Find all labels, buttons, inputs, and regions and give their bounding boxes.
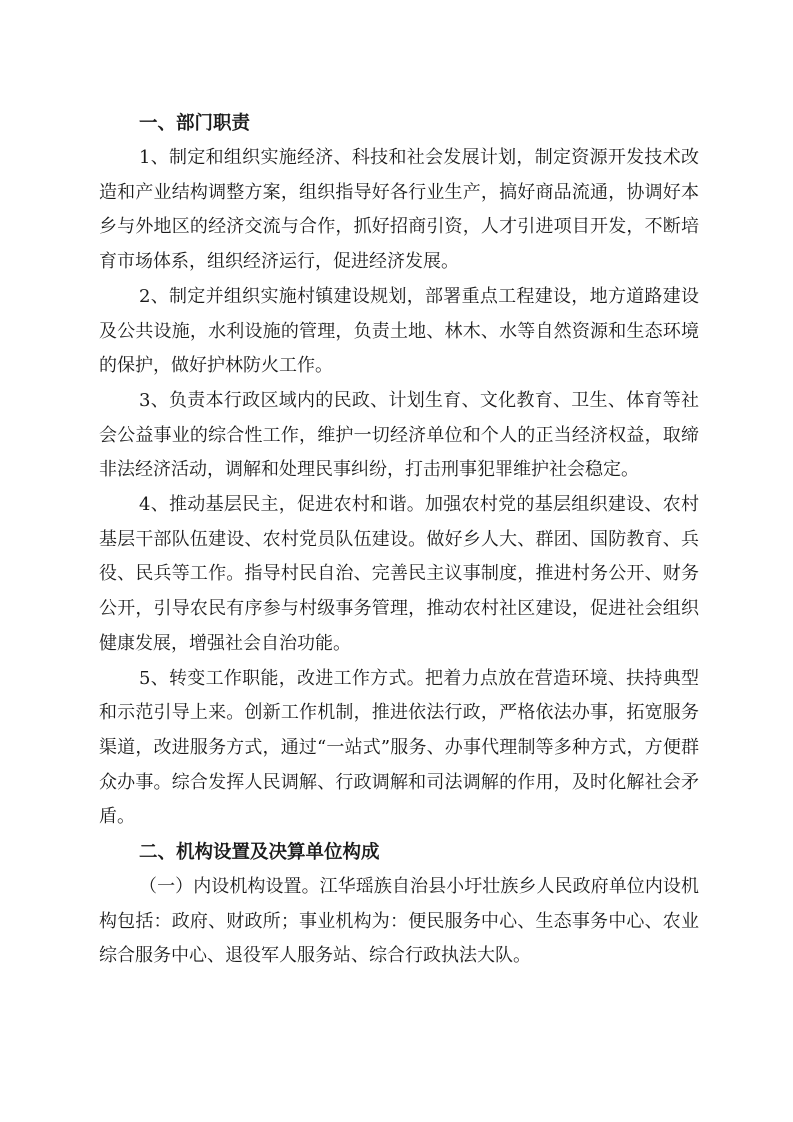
duty-paragraph-1: 1、制定和组织实施经济、科技和社会发展计划，制定资源开发技术改造和产业结构调整方案，组织指导好各行业生产，搞好商品流通，协调好本乡与外地区的经济交流与合作，抓好招商引资，人才引进项目开发，不断培育市场体系，组织经济运行，促进经济发展。	[99, 147, 699, 273]
section-heading-organization-structure: 二、机构设置及决算单位构成	[139, 842, 380, 864]
duty-paragraph-5: 5、转变工作职能，改进工作方式。把着力点放在营造环境、扶持典型和示范引导上来。创新工作机制，推进依法行政，严格依法办事，拓宽服务渠道，改进服务方式，通过“一站式”服务、办事代理制等多种方式，方便群众办事。综合发挥人民调解、行政调解和司法调解的作用，及时化解社会矛盾。	[99, 667, 699, 828]
duty-paragraph-3: 3、负责本行政区域内的民政、计划生育、文化教育、卫生、体育等社会公益事业的综合性工作，维护一切经济单位和个人的正当经济权益，取缔非法经济活动，调解和处理民事纠纷，打击刑事犯罪维护社会稳定。	[99, 389, 699, 481]
section-heading-department-duties: 一、部门职责	[139, 113, 251, 134]
duty-paragraph-2: 2、制定并组织实施村镇建设规划，部署重点工程建设，地方道路建设及公共设施，水利设施的管理，负责土地、林木、水等自然资源和生态环境的保护，做好护林防火工作。	[99, 285, 699, 377]
organization-paragraph-1: （一）内设机构设置。江华瑶族自治县小圩壮族乡人民政府单位内设机构包括：政府、财政所；事业机构为：便民服务中心、生态事务中心、农业综合服务中心、退役军人服务站、综合行政执法大队。	[99, 876, 699, 967]
document-body	[99, 106, 699, 974]
duty-paragraph-4: 4、推动基层民主，促进农村和谐。加强农村党的基层组织建设、农村基层干部队伍建设、农村党员队伍建设。做好乡人大、群团、国防教育、兵役、民兵等工作。指导村民自治、完善民主议事制度，推进村务公开、财务公开，引导农民有序参与村级事务管理，推动农村社区建设，促进社会组织健康发展，增强社会自治功能。	[99, 494, 699, 654]
